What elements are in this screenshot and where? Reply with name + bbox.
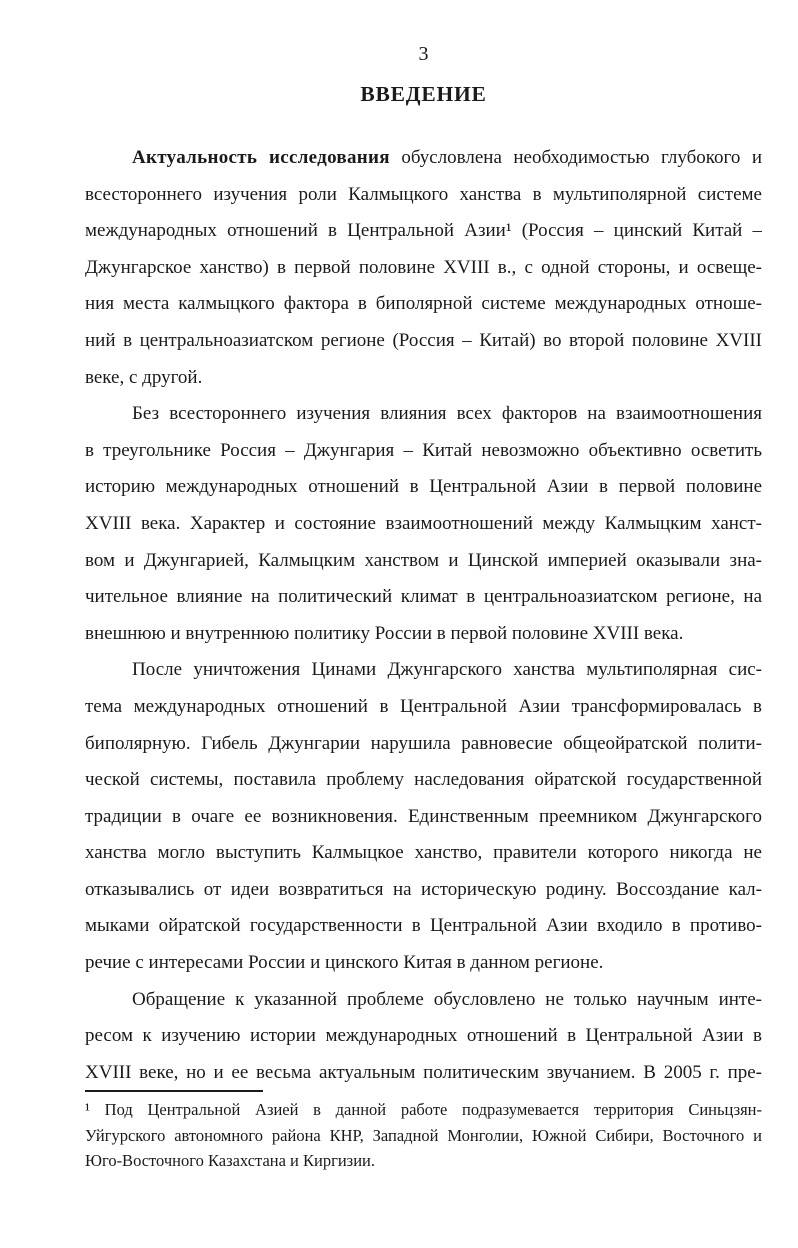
- text-line: [85, 872, 762, 909]
- text-segment: историю международных отношений в Центральной Азии в первой половине: [85, 476, 762, 498]
- text-segment: Без всестороннего изучения влияния всех факторов на взаимоотношения: [132, 403, 762, 425]
- text-line: [85, 140, 762, 177]
- text-line: [85, 433, 762, 470]
- text-line: [85, 396, 762, 433]
- page-title: ВВЕДЕНИЕ: [360, 82, 487, 106]
- text-segment: веке, с другой.: [85, 366, 203, 388]
- text-segment: Джунгарское ханство) в первой половине XVIII в., с одной стороны, и освеще-: [85, 256, 762, 278]
- text-segment: отказывались от идеи возвратиться на историческую родину. Воссоздание кал-: [85, 878, 762, 900]
- text-line: [85, 762, 762, 799]
- text-segment: XVIII века. Характер и состояние взаимоотношений между Калмыцким ханст-: [85, 512, 762, 534]
- text-segment: ¹ Под Центральной Азией в данной работе подразумевается территория Синьцзян-: [85, 1100, 762, 1119]
- text-segment: биполярную. Гибель Джунгарии нарушила равновесие общеойратской полити-: [85, 732, 762, 754]
- text-segment: Уйгурского автономного района КНР, Западной Монголии, Южной Сибири, Восточного и: [85, 1125, 762, 1145]
- text-segment: внешнюю и внутреннюю политику России в первой половине XVIII века.: [85, 622, 684, 644]
- text-segment: вом и Джунгарией, Калмыцким ханством и Цинской империей оказывали зна-: [85, 549, 762, 571]
- text-line: [85, 982, 762, 1019]
- text-line: [85, 1018, 762, 1055]
- paragraph: [85, 652, 762, 981]
- text-line: [85, 652, 762, 689]
- text-line: [85, 323, 762, 360]
- text-line: [85, 1123, 762, 1149]
- text-line: [85, 945, 762, 982]
- text-line: [85, 1097, 762, 1123]
- text-line: [85, 579, 762, 616]
- text-segment: ханства могло выступить Калмыцкое ханство, правители которого никогда не: [85, 842, 762, 864]
- text-line: [85, 908, 762, 945]
- text-segment: Обращение к указанной проблеме обусловлено не только научным инте-: [132, 988, 762, 1010]
- text-line: [85, 835, 762, 872]
- text-line: [85, 469, 762, 506]
- text-segment: ний в центральноазиатском регионе (Россия – Китай) во второй половине XVIII: [85, 329, 762, 351]
- text-line: [85, 360, 762, 397]
- text-line: [85, 1148, 762, 1174]
- text-line: [85, 726, 762, 763]
- paragraph: [85, 140, 762, 396]
- text-line: [85, 213, 762, 250]
- text-line: [85, 177, 762, 214]
- text-segment: обусловлена необходимостью глубокого и: [389, 147, 762, 168]
- text-segment: тема международных отношений в Центральной Азии трансформировалась в: [85, 695, 762, 717]
- text-segment: чительное влияние на политический климат в центральноазиатском регионе, на: [85, 586, 762, 608]
- page-number: 3: [418, 43, 429, 65]
- bold-text-segment: Актуальность исследования: [132, 147, 390, 168]
- paragraph: [85, 982, 762, 1092]
- text-segment: речие с интересами России и цинского Китая в данном регионе.: [85, 952, 604, 974]
- text-line: [85, 1055, 762, 1092]
- text-line: [85, 506, 762, 543]
- text-segment: ресом к изучению истории международных отношений в Центральной Азии в: [85, 1025, 762, 1047]
- text-segment: в треугольнике Россия – Джунгария – Китай невозможно объективно осветить: [85, 439, 762, 461]
- text-line: [85, 799, 762, 836]
- text-segment: Юго-Восточного Казахстана и Киргизии.: [85, 1151, 375, 1171]
- text-line: [85, 286, 762, 323]
- footnote: [85, 1097, 762, 1174]
- text-segment: мыками ойратской государственности в Центральной Азии входило в противо-: [85, 915, 762, 937]
- text-line: [85, 250, 762, 287]
- text-body: [85, 140, 762, 1091]
- text-segment: ческой системы, поставила проблему наследования ойратской государственной: [85, 769, 762, 791]
- text-line: [85, 543, 762, 580]
- text-segment: После уничтожения Цинами Джунгарского ханства мультиполярная сис-: [132, 659, 762, 681]
- paragraph: [85, 396, 762, 652]
- text-segment: международных отношений в Центральной Азии¹ (Россия – цинский Китай –: [85, 220, 762, 242]
- text-segment: ния места калмыцкого фактора в биполярной системе международных отноше-: [85, 293, 762, 315]
- text-segment: традиции в очаге ее возникновения. Единственным преемником Джунгарского: [85, 805, 762, 827]
- text-segment: XVIII веке, но и ее весьма актуальным политическим звучанием. В 2005 г. пре-: [85, 1061, 762, 1083]
- text-segment: всестороннего изучения роли Калмыцкого ханства в мультиполярной системе: [85, 183, 762, 205]
- text-line: [85, 616, 762, 653]
- text-line: [85, 689, 762, 726]
- footnote-separator: [85, 1090, 263, 1092]
